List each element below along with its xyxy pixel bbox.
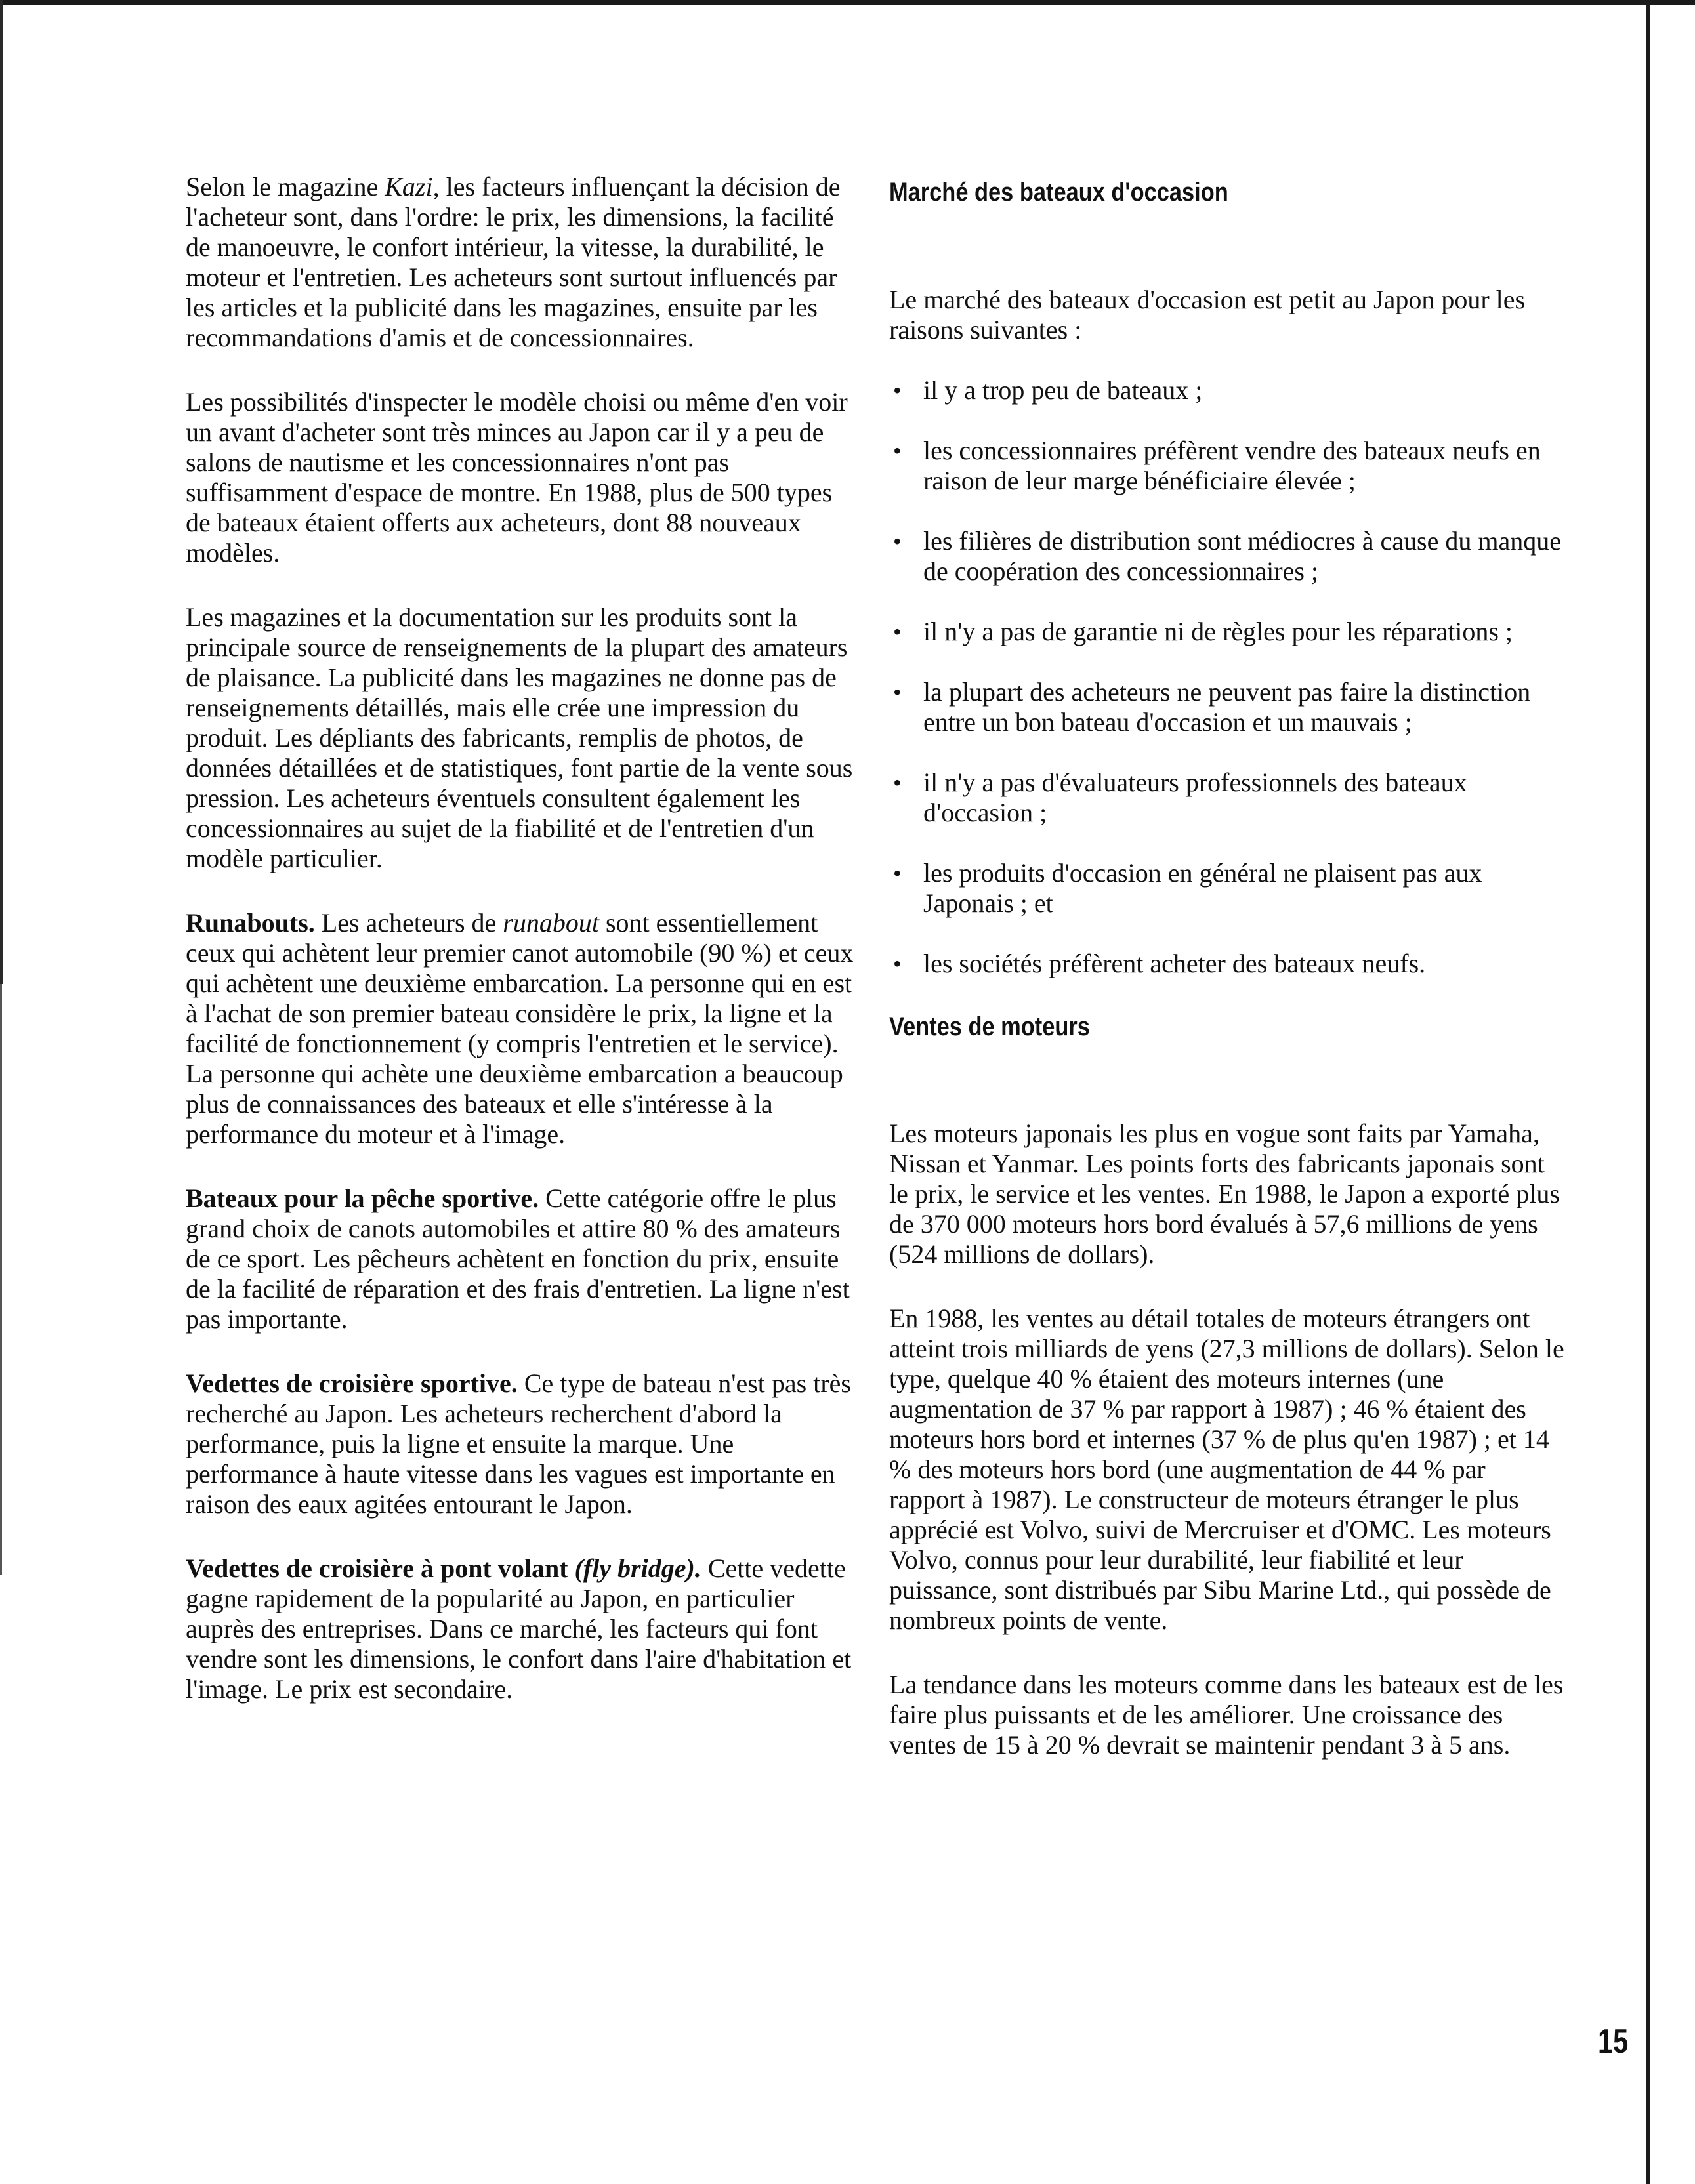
scan-border-left-lower (0, 984, 2, 1575)
runabouts-lead: Runabouts. (186, 908, 315, 937)
paragraph-engine-trend: La tendance dans les moteurs comme dans les bateaux est de les faire plus puissants et de les améliorer. Une croissance des ventes de 15 à 20 % devrait se maintenir pendant 3 à 5 ans. (889, 1670, 1564, 1760)
paragraph-magazines: Les magazines et la documentation sur les produits sont la principale source de renseignements de la plupart des amateurs de plaisance. La publicité dans les magazines ne donne pas de renseignements détaillés, mais elle crée une impression du produit. Les dépliants des fabricants, remplis de photos, de données détaillées et de statistiques, font partie de la vente sous pression. Les acheteurs éventuels consultent également les concessionnaires au sujet de la fiabilité et de l'entretien d'un modèle particulier. (186, 602, 853, 873)
bullet-icon: • (893, 951, 902, 977)
paragraph-inspection: Les possibilités d'inspecter le modèle choisi ou même d'en voir un avant d'acheter sont très minces au Japon car il y a peu de salons de nautisme et les concessionnaires n'ont pas suffisamment d'espace de montre. En 1988, plus de 500 types de bateaux étaient offerts aux acheteurs, dont 88 nouveaux modèles. (186, 387, 848, 567)
paragraph-kazi: Selon le magazine Kazi, les facteurs influençant la décision de l'acheteur sont, dans l'ordre: le prix, les dimensions, la facilité de manoeuvre, le confort intérieur, la vitesse, la durabilité, le moteur et l'entretien. Les acheteurs sont surtout influencés par les articles et la publicité dans les magazines, ensuite par les recommandations d'amis et de concessionnaires. (186, 172, 841, 352)
bullet-icon: • (893, 528, 902, 554)
bullet-icon: • (893, 770, 902, 796)
reasons-list (889, 375, 1565, 979)
bullet-icon: • (893, 860, 902, 886)
heading-used-boats: Marché des bateaux d'occasion (889, 178, 1228, 207)
bullet-icon: • (893, 679, 902, 705)
paragraph-flybridge: Vedettes de croisière à pont volant (fly bridge). Cette vedette gagne rapidement de la popularité au Japon, en particulier auprès des entreprises. Dans ce marché, les facteurs qui font vendre sont les dimensions, le confort dans l'aire d'habitation et l'image. Le prix est secondaire. (186, 1554, 852, 1704)
bullet-icon: • (893, 377, 902, 403)
list-item: • la plupart des acheteurs ne peuvent pas faire la distinction entre un bon bateau d'occasion et un mauvais ; (893, 677, 1531, 737)
scan-border-left (0, 0, 3, 984)
paragraph-used-market-intro: Le marché des bateaux d'occasion est petit au Japon pour les raisons suivantes : (889, 285, 1526, 344)
paragraph-runabouts: Runabouts. Les acheteurs de runabout sont essentiellement ceux qui achètent leur premier canot automobile (90 %) et ceux qui achètent une deuxième embarcation. La personne qui en est à l'achat de son premier bateau considère le prix, la ligne et la facilité de fonctionnement (y compris l'entretien et le service). La personne qui achète une deuxième embarcation a beaucoup plus de connaissances des bateaux et elle s'intéresse à la performance du moteur et à l'image. (186, 908, 854, 1149)
cruiser-lead: Vedettes de croisière sportive. (186, 1369, 518, 1398)
list-item: • il n'y a pas d'évaluateurs professionnels des bateaux d'occasion ; (893, 768, 1467, 827)
list-item: • il y a trop peu de bateaux ; (893, 375, 1203, 405)
paragraph-sport-cruisers: Vedettes de croisière sportive. Ce type de bateau n'est pas très recherché au Japon. Les acheteurs recherchent d'abord la performance, puis la ligne et ensuite la marque. Une performance à haute vitesse dans les vagues est importante en raison des eaux agitées entourant le Japon. (186, 1369, 851, 1519)
paragraph-japanese-engines: Les moteurs japonais les plus en vogue sont faits par Yamaha, Nissan et Yanmar. Les points forts des fabricants japonais sont le prix, le service et les ventes. En 1988, le Japon a exporté plus de 370 000 moteurs hors bord évalués à 57,6 millions de yens (524 millions de dollars). (889, 1119, 1560, 1269)
list-item: • les concessionnaires préfèrent vendre des bateaux neufs en raison de leur marge bénéficiaire élevée ; (893, 436, 1541, 495)
scan-border-top (0, 0, 1695, 5)
list-item: • il n'y a pas de garantie ni de règles pour les réparations ; (893, 617, 1513, 646)
paragraph-fishing-boats: Bateaux pour la pêche sportive. Cette catégorie offre le plus grand choix de canots automobiles et attire 80 % des amateurs de ce sport. Les pêcheurs achètent en fonction du prix, ensuite de la facilité de réparation et des frais d'entretien. La ligne n'est pas importante. (186, 1184, 850, 1334)
left-column (186, 172, 856, 1739)
bullet-icon: • (893, 438, 902, 464)
magazine-name: Kazi, (385, 172, 440, 201)
fishing-lead: Bateaux pour la pêche sportive. (186, 1184, 539, 1213)
flybridge-lead: Vedettes de croisière à pont volant (186, 1554, 575, 1583)
page-number: 15 (1598, 2023, 1629, 2061)
bullet-icon: • (893, 619, 902, 645)
list-item: • les produits d'occasion en général ne plaisent pas aux Japonais ; et (893, 858, 1482, 918)
paragraph-foreign-engines: En 1988, les ventes au détail totales de moteurs étrangers ont atteint trois milliards de yens (27,3 millions de dollars). Selon le type, quelque 40 % étaient des moteurs internes (une augmentation de 37 % par rapport à 1987) ; 46 % étaient des moteurs hors bord et internes (37 % de plus qu'en 1987) ; et 14 % des moteurs hors bord (une augmentation de 44 % par rapport à 1987). Le constructeur de moteurs étranger le plus apprécié est Volvo, suivi de Mercruiser et d'OMC. Les moteurs Volvo, connus pour leur durabilité, leur fiabilité et leur puissance, sont distribués par Sibu Marine Ltd., qui possède de nombreux points de vente. (889, 1304, 1564, 1635)
scan-border-right (1646, 0, 1650, 2184)
list-item: • les sociétés préfèrent acheter des bateaux neufs. (893, 949, 1426, 978)
right-column (889, 172, 1565, 1794)
list-item: • les filières de distribution sont médiocres à cause du manque de coopération des concessionnaires ; (893, 526, 1561, 586)
heading-engine-sales: Ventes de moteurs (889, 1012, 1090, 1041)
